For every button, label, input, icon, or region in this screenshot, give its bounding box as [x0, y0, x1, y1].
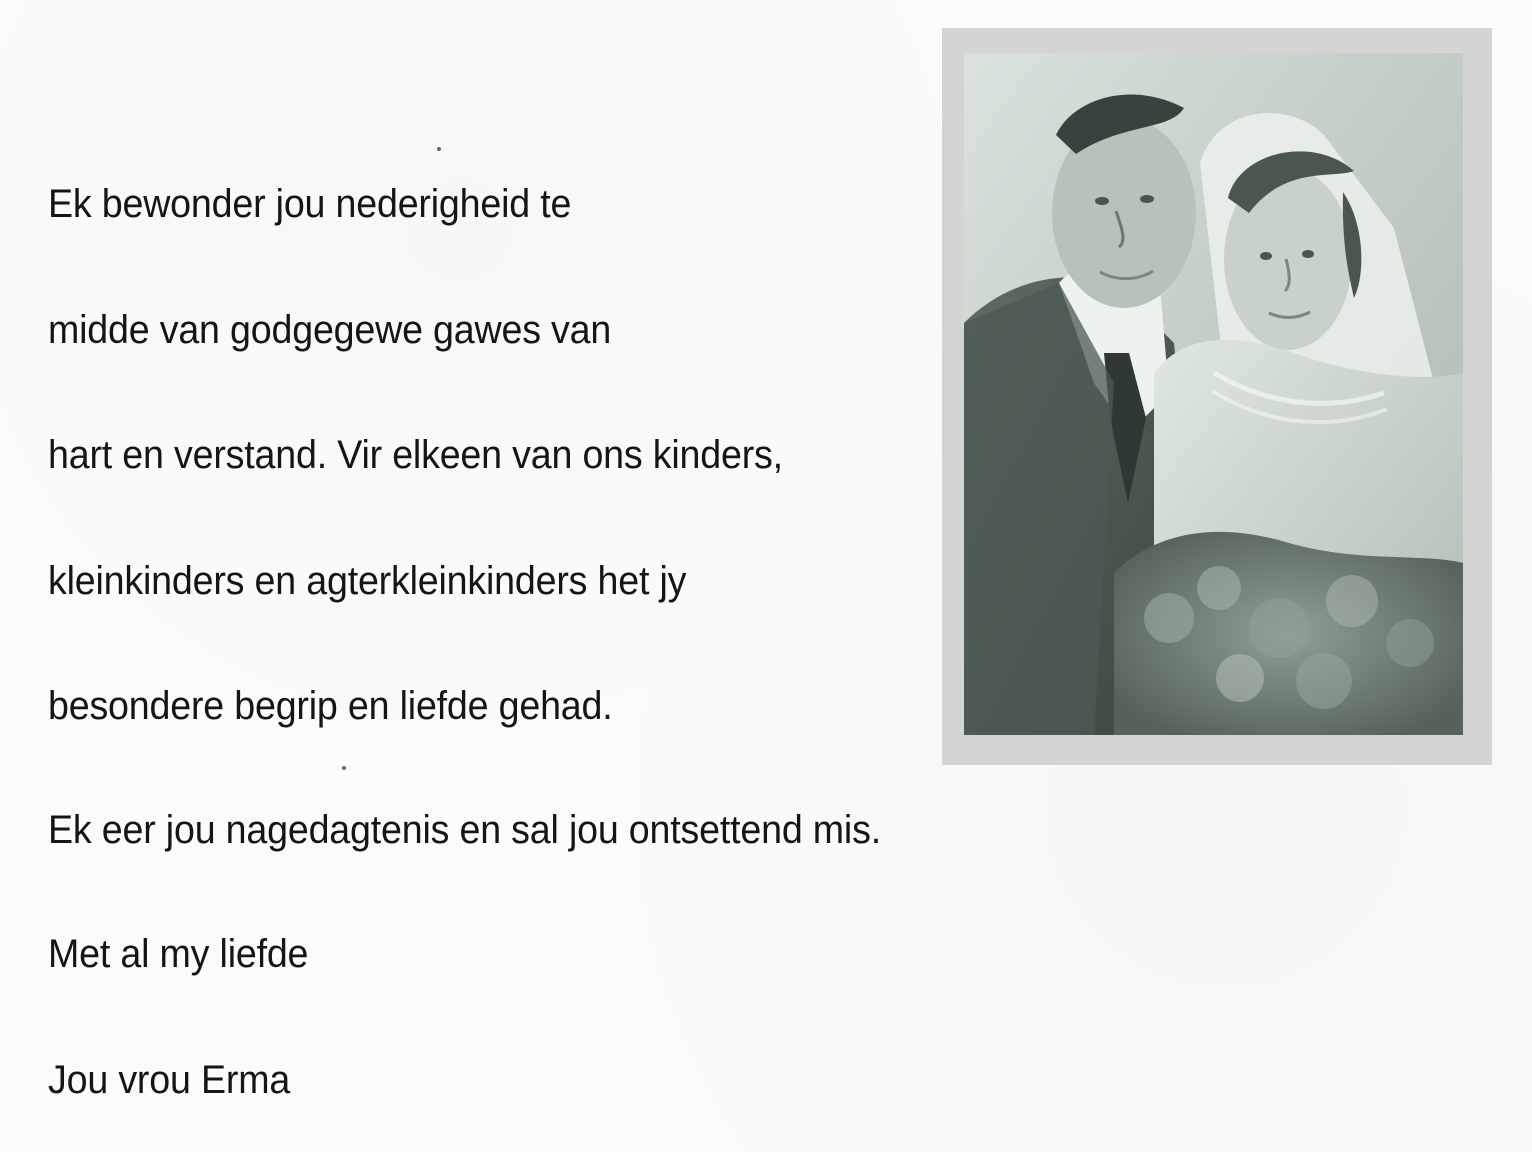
letter-line-5: besondere begrip en liefde gehad. [48, 684, 613, 728]
wedding-portrait-image [964, 53, 1463, 735]
letter-line-7: Met al my liefde [48, 932, 309, 976]
photo-frame [942, 28, 1492, 765]
paper-speck [437, 147, 441, 151]
letter-line-4: kleinkinders en agterkleinkinders het jy [48, 559, 687, 603]
letter-line-1: Ek bewonder jou nederigheid te [48, 182, 572, 226]
letter-line-3: hart en verstand. Vir elkeen van ons kinders, [48, 433, 783, 477]
letter-line-2: midde van godgegewe gawes van [48, 308, 612, 352]
letter-line-8: Jou vrou Erma [48, 1058, 291, 1102]
paper-speck [342, 766, 346, 770]
letter-line-6: Ek eer jou nagedagtenis en sal jou ontsettend mis. [48, 808, 881, 852]
photo-mat [964, 53, 1463, 735]
